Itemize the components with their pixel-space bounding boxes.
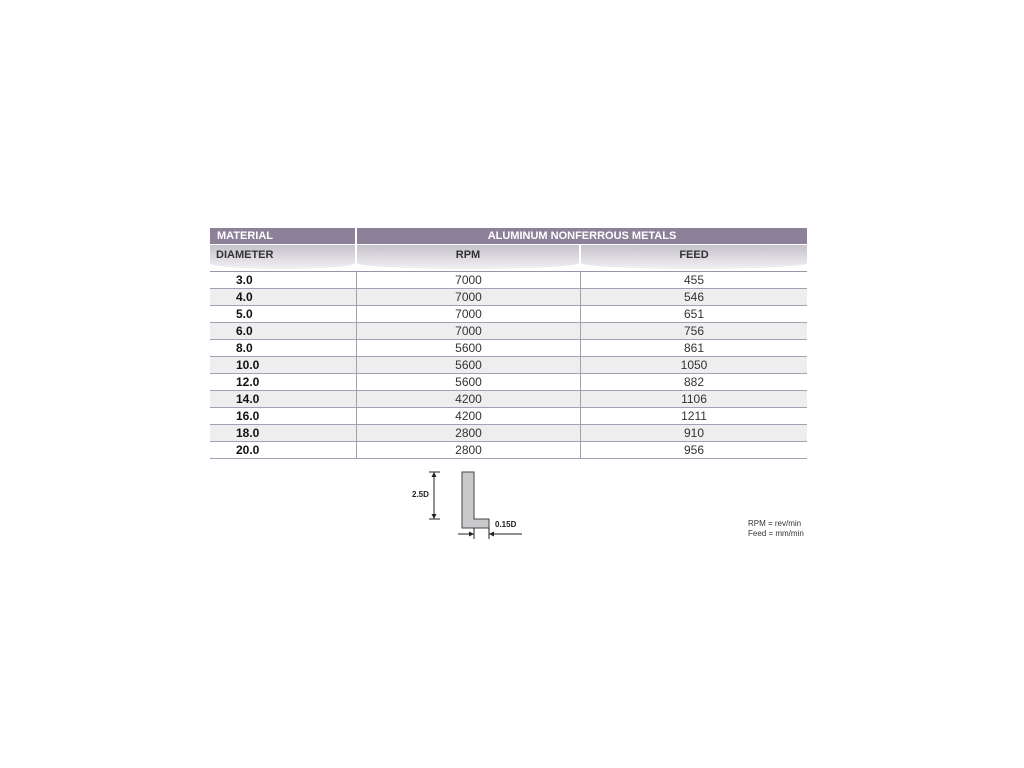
diameter-cell: 16.0: [210, 408, 357, 424]
diameter-cell: 10.0: [210, 357, 357, 373]
diameter-cell: 4.0: [210, 289, 357, 305]
rpm-cell: 5600: [357, 374, 581, 390]
feed-cell: 882: [683, 375, 705, 389]
table-row: [210, 323, 807, 340]
width-arrow-left-icon: [489, 532, 494, 537]
diameter-cell: 20.0: [210, 442, 357, 458]
diameter-cell: 12.0: [210, 374, 357, 390]
feed-cell: 861: [683, 341, 705, 355]
rpm-cell: 2800: [357, 442, 581, 458]
header-material-group: ALUMINUM NONFERROUS METALS: [357, 228, 807, 244]
cut-depth-diagram-svg: [400, 462, 540, 547]
feed-unit-note: Feed = mm/min: [748, 529, 804, 538]
feed-cell: 1050: [680, 358, 708, 372]
diameter-cell: 3.0: [210, 272, 357, 288]
feed-cell: 651: [683, 307, 705, 321]
rpm-cell: 7000: [357, 306, 581, 322]
feed-cell: 546: [683, 290, 705, 304]
diameter-cell: 18.0: [210, 425, 357, 441]
header-diameter: DIAMETER: [210, 245, 357, 269]
rpm-cell: 7000: [357, 272, 581, 288]
cut-depth-diagram: [400, 462, 540, 547]
header-rpm: RPM: [357, 245, 581, 269]
feed-cell: 956: [683, 443, 705, 457]
rpm-unit-note: RPM = rev/min: [748, 519, 802, 528]
table-row: [210, 340, 807, 357]
l-profile-shape: [462, 472, 489, 528]
table-body: [210, 272, 807, 459]
rpm-cell: 5600: [357, 357, 581, 373]
table-header-primary: [210, 228, 807, 244]
table-header-secondary: [210, 245, 807, 269]
feed-cell: 1106: [681, 392, 707, 406]
rpm-cell: 2800: [357, 425, 581, 441]
table-row: [210, 272, 807, 289]
diameter-cell: 8.0: [210, 340, 357, 356]
feed-cell: 910: [683, 426, 705, 440]
rpm-cell: 4200: [357, 408, 581, 424]
cutting-data-table: [210, 228, 807, 459]
feed-cell: 455: [683, 273, 705, 287]
diameter-cell: 6.0: [210, 323, 357, 339]
diameter-cell: 5.0: [210, 306, 357, 322]
rpm-cell: 7000: [357, 289, 581, 305]
table-row: [210, 425, 807, 442]
table-row: [210, 374, 807, 391]
units-legend: [748, 519, 804, 539]
table-row: [210, 289, 807, 306]
feed-cell: 1211: [681, 409, 707, 423]
table-row: [210, 391, 807, 408]
rpm-cell: 4200: [357, 391, 581, 407]
header-feed: FEED: [581, 245, 807, 269]
table-row: [210, 408, 807, 425]
rpm-cell: 5600: [357, 340, 581, 356]
diameter-cell: 14.0: [210, 391, 357, 407]
depth-arrow-down-icon: [432, 514, 437, 519]
depth-arrow-up-icon: [432, 472, 437, 477]
header-material: MATERIAL: [210, 228, 357, 244]
table-row: [210, 442, 807, 459]
feed-cell: 756: [683, 324, 705, 338]
rpm-cell: 7000: [357, 323, 581, 339]
width-arrow-right-icon: [469, 532, 474, 537]
table-row: [210, 357, 807, 374]
depth-label: 2.5D: [412, 490, 429, 499]
width-label: 0.15D: [495, 520, 517, 529]
table-row: [210, 306, 807, 323]
